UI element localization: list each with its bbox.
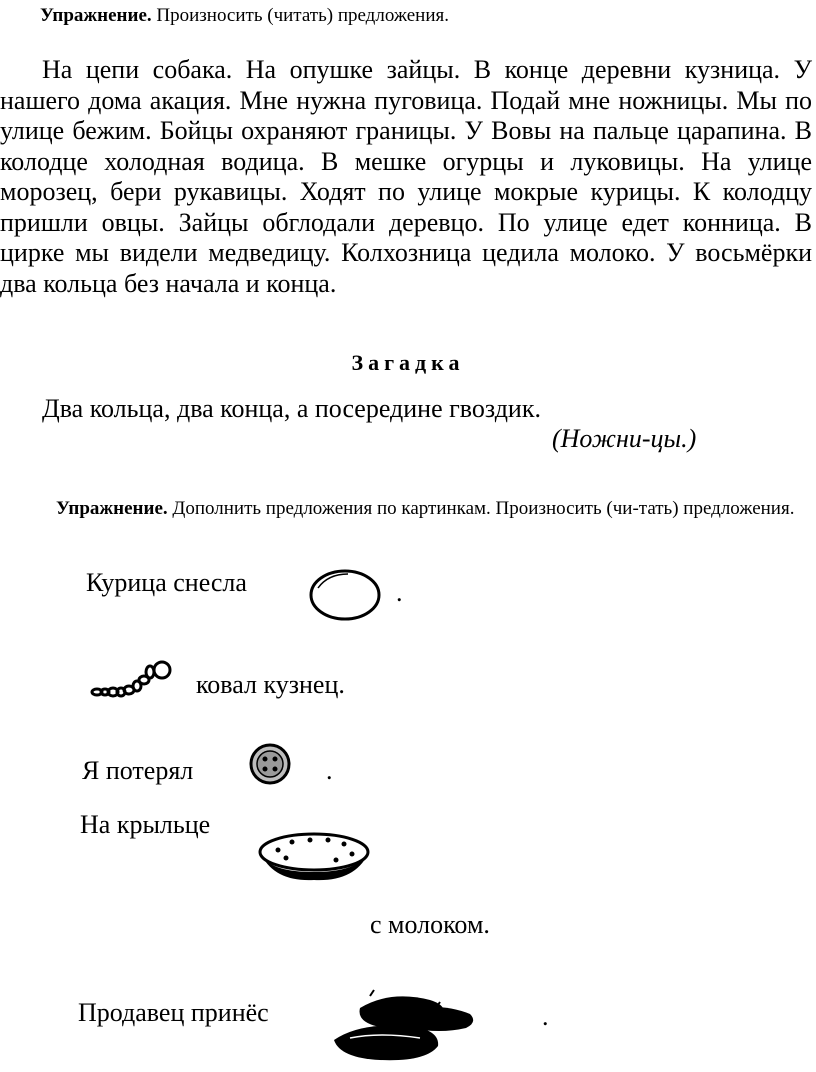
button-icon bbox=[248, 742, 292, 786]
cucumbers-icon bbox=[330, 988, 480, 1066]
egg-icon bbox=[308, 566, 386, 624]
exercise-1-heading bbox=[40, 4, 449, 28]
exercise-2-label: Упражнение. bbox=[56, 498, 168, 519]
period-5: . bbox=[542, 1002, 549, 1031]
riddle-title: Загадка bbox=[351, 350, 465, 375]
sentence-saucer-end: с молоком. bbox=[370, 910, 490, 939]
sentence-cucumbers: Продавец принёс bbox=[78, 998, 269, 1027]
exercise-2-heading bbox=[0, 497, 812, 520]
sentences-paragraph: На цепи собака. На опушке зайцы. В конце деревни кузница. У нашего дома акация. Мне нужна пуговица. Подай мне ножницы. Мы по улице бежим. Бойцы охраняют границы. У Вовы на пальце царапина. В колодце холодная водица. В мешке огурцы и луковицы. На улице морозец, бери рукавицы. Ходят по улице мокрые курицы. К колодцу пришли овцы. Зайцы обглодали деревцо. По улице едет конница. В цирке мы видели медведицу. Колхозница цедила молоко. У восьмёрки два кольца без начала и конца. bbox=[0, 55, 812, 298]
sentence-button: Я потерял bbox=[82, 756, 194, 785]
period-3: . bbox=[326, 756, 333, 785]
chain-icon bbox=[88, 656, 178, 702]
sentence-egg: Курица снесла bbox=[86, 568, 247, 597]
period-1: . bbox=[396, 578, 403, 607]
sentence-saucer-start: На крыльце bbox=[80, 810, 211, 839]
riddle-text: Два кольца, два конца, а посередине гвоздик. bbox=[42, 394, 541, 423]
exercise-1-instruction: Произносить (читать) предложения. bbox=[156, 5, 449, 26]
exercise-1-label: Упражнение. bbox=[40, 5, 152, 26]
saucer-icon bbox=[256, 828, 372, 884]
riddle-answer: (Ножни-цы.) bbox=[552, 424, 697, 453]
exercise-2-instruction: Дополнить предложения по картинкам. Произносить (чи-тать) предложения. bbox=[172, 498, 795, 519]
sentence-chain: ковал кузнец. bbox=[196, 670, 345, 699]
